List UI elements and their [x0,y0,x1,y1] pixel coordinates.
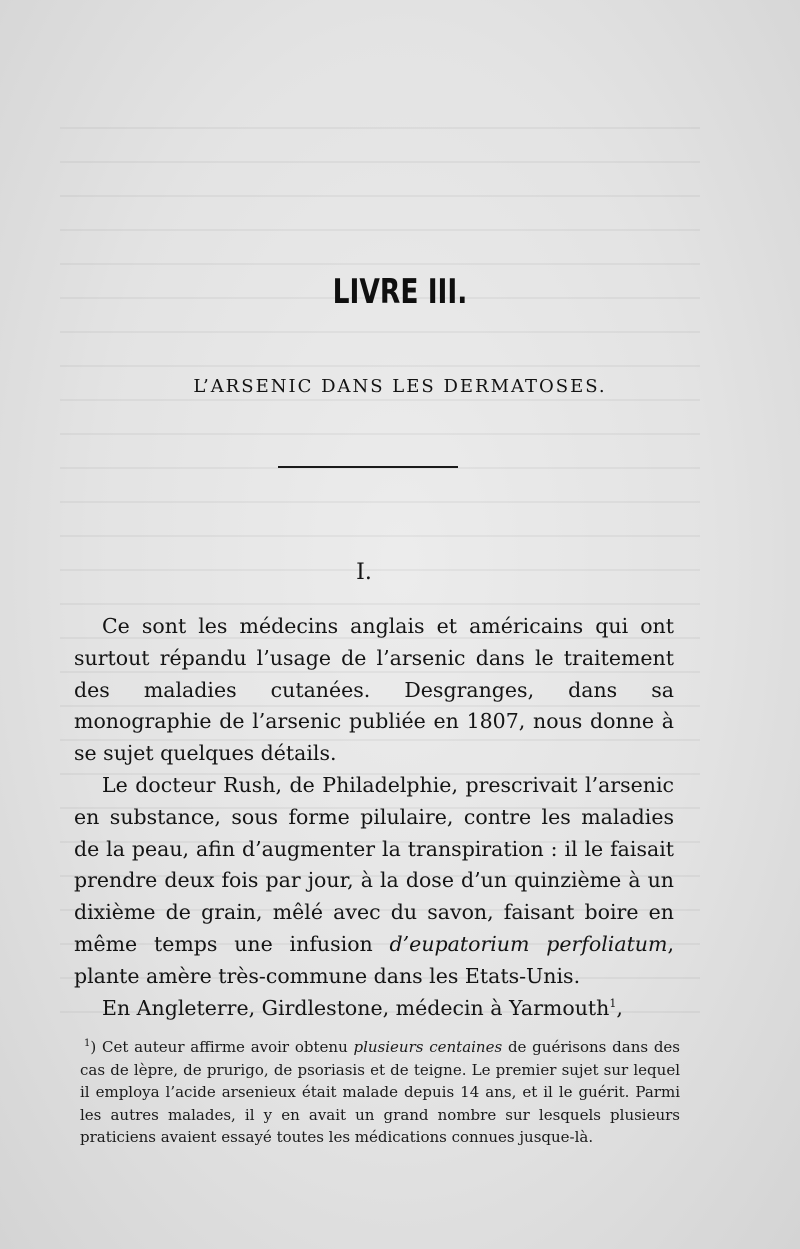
paragraph-text: En Angleterre, Girdlestone, médecin à Yarmouth [102,995,610,1020]
footnote-reference: 1 [609,996,617,1010]
section-number: I. [356,560,372,585]
footnote-body: de guérisons dans des cas de lèpre, de prurigo, de psoriasis et de teigne. Le premier sujet sur lequel il employa l’acide arsenieux était malade depuis 14 ans, et il le guérit. Parmi les autres malades, il y en avait un grand nombre sur lesquels plusieurs praticiens avaient essayé toutes les médications connues jusque-là. [80,1038,680,1147]
footnote-italic: plusieurs centaines [353,1038,503,1056]
footnote-paren: ) [90,1038,97,1056]
footnote [80,1036,680,1149]
main-text [74,611,674,1024]
footnote-text [80,1036,680,1149]
section-divider [278,466,458,468]
paragraph-text: , [616,995,623,1020]
footnote-marker: 1 [84,1038,91,1049]
paragraph: Ce sont les médecins anglais et américains qui ont surtout répandu l’usage de l’arsenic dans le traitement des maladies cutanées. Desgranges, dans sa monographie de l’arsenic publiée en 1807, nous donne à se sujet quelques détails. [74,614,674,766]
italic-term: d’eupatorium perfoliatum [389,931,668,956]
paragraph-text: , plante amère très-commune dans les Etats-Unis. [74,931,674,988]
chapter-subtitle: L’ARSENIC DANS LES DERMATOSES. [193,376,607,397]
footnote-body: Cet auteur affirme avoir obtenu [96,1038,354,1056]
paragraph-text: Le docteur Rush, de Philadelphie, prescrivait l’arsenic en substance, sous forme pilulaire, contre les maladies de la peau, afin d’augmenter la transpiration : il le faisait prendre deux fois par jour, à la dose d’un quinzième à un dixième de grain, mêlé avec du savon, faisant boire en même temps une infusion [74,772,674,956]
chapter-title: LIVRE III. [332,272,468,312]
paragraph [74,993,674,1025]
paragraph [74,770,674,993]
